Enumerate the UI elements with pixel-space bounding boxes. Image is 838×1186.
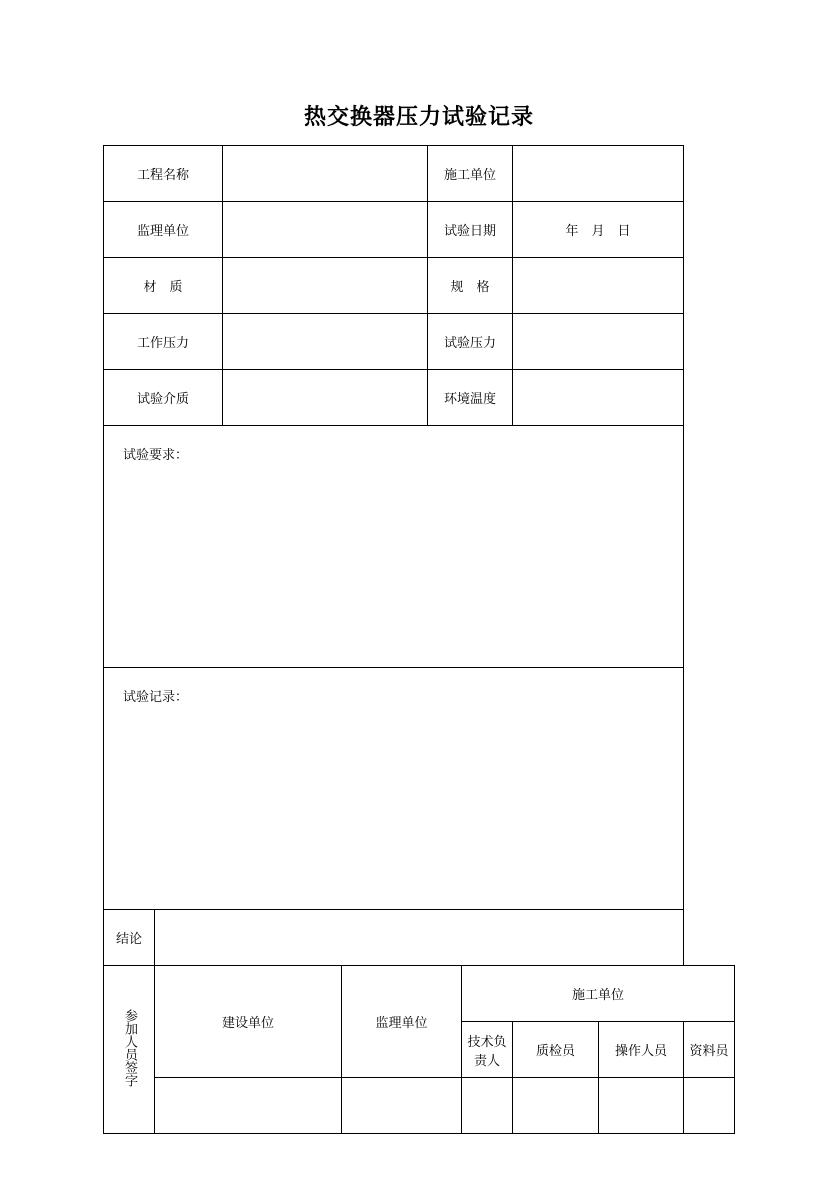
sign-owner-unit[interactable]: [155, 1078, 342, 1134]
value-construction-unit[interactable]: [513, 146, 684, 202]
page-title: 热交换器压力试验记录: [303, 105, 534, 130]
label-ambient-temp: 环境温度: [428, 370, 513, 426]
value-conclusion[interactable]: [155, 910, 684, 966]
requirements-label: 试验要求：: [123, 448, 189, 463]
record-table: [103, 145, 735, 1134]
label-role-archivist: 资料员: [684, 1022, 735, 1078]
label-test-date: 试验日期: [428, 202, 513, 258]
row-supervision: [104, 202, 735, 258]
sign-operator[interactable]: [599, 1078, 684, 1134]
sign-supervision-unit[interactable]: [342, 1078, 462, 1134]
label-sign-construction-unit: 施工单位: [462, 966, 735, 1022]
sign-tech-lead[interactable]: [462, 1078, 513, 1134]
signatures-vertical-label: 参加人员签字: [122, 1008, 137, 1087]
value-working-pressure[interactable]: [223, 314, 428, 370]
label-owner-unit: 建设单位: [155, 966, 342, 1078]
label-project-name: 工程名称: [104, 146, 223, 202]
label-conclusion: 结论: [104, 910, 155, 966]
row-pressure: [104, 314, 735, 370]
value-supervision-unit[interactable]: [223, 202, 428, 258]
value-test-date[interactable]: 年 月 日: [513, 202, 684, 258]
label-spec: 规 格: [428, 258, 513, 314]
row-requirements: [104, 426, 735, 668]
value-ambient-temp[interactable]: [513, 370, 684, 426]
label-sign-supervision-unit: 监理单位: [342, 966, 462, 1078]
label-material: 材 质: [104, 258, 223, 314]
label-test-pressure: 试验压力: [428, 314, 513, 370]
label-role-operator: 操作人员: [599, 1022, 684, 1078]
value-spec[interactable]: [513, 258, 684, 314]
label-working-pressure: 工作压力: [104, 314, 223, 370]
label-test-medium: 试验介质: [104, 370, 223, 426]
value-test-medium[interactable]: [223, 370, 428, 426]
requirements-area[interactable]: [104, 426, 684, 668]
label-supervision-unit: 监理单位: [104, 202, 223, 258]
label-construction-unit: 施工单位: [428, 146, 513, 202]
row-project: [104, 146, 735, 202]
label-role-inspector: 质检员: [513, 1022, 599, 1078]
sign-archivist[interactable]: [684, 1078, 735, 1134]
label-signatures: [104, 966, 155, 1134]
row-material: [104, 258, 735, 314]
row-signature-cells: [104, 1078, 735, 1134]
label-role-tech-lead: 技术负责人: [462, 1022, 513, 1078]
row-record: [104, 668, 735, 910]
row-conclusion: [104, 910, 735, 966]
record-area[interactable]: [104, 668, 684, 910]
value-material[interactable]: [223, 258, 428, 314]
row-medium: [104, 370, 735, 426]
record-label: 试验记录：: [123, 690, 189, 705]
sign-inspector[interactable]: [513, 1078, 599, 1134]
value-test-pressure[interactable]: [513, 314, 684, 370]
row-signature-header: [104, 966, 735, 1022]
value-project-name[interactable]: [223, 146, 428, 202]
